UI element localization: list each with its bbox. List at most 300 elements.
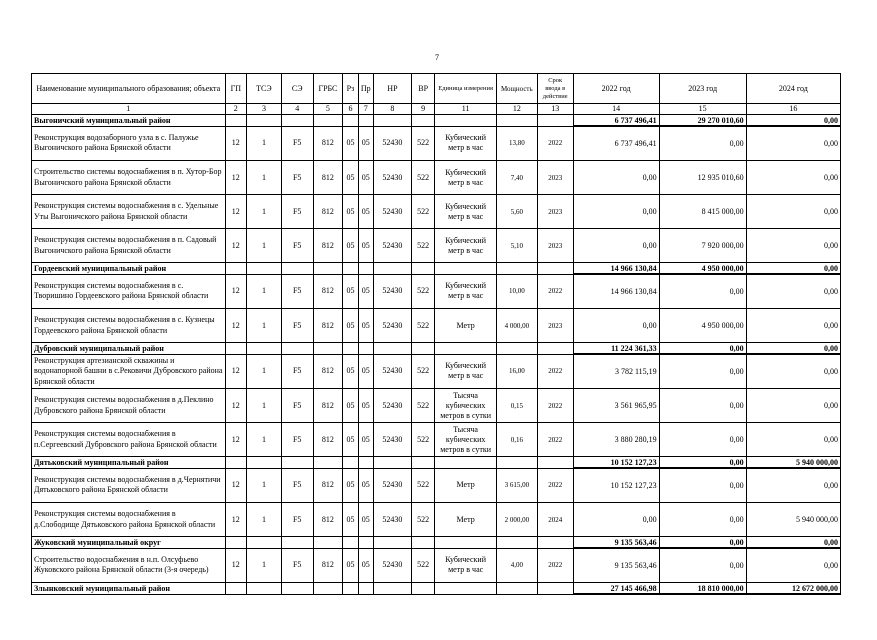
empty-cell	[537, 115, 573, 127]
group-total-2024: 0,00	[746, 343, 840, 355]
empty-cell	[411, 583, 435, 595]
column-number: 11	[435, 104, 496, 115]
column-number: 8	[373, 104, 411, 115]
se-cell: F5	[281, 503, 313, 537]
header-cell: 2023 год	[659, 74, 746, 104]
amount-2022: 0,00	[573, 161, 659, 195]
amount-2022: 10 152 127,23	[573, 468, 659, 503]
column-number: 7	[358, 104, 373, 115]
object-row	[32, 274, 841, 309]
amount-2024: 0,00	[746, 423, 840, 457]
object-row	[32, 423, 841, 457]
se-cell: F5	[281, 274, 313, 309]
term-cell: 2022	[537, 354, 573, 389]
empty-cell	[343, 263, 358, 275]
nr-cell: 52430	[373, 274, 411, 309]
amount-2023: 0,00	[659, 423, 746, 457]
empty-cell	[537, 343, 573, 355]
column-number: 15	[659, 104, 746, 115]
term-cell: 2022	[537, 468, 573, 503]
unit-cell: Кубический метр в час	[435, 274, 496, 309]
amount-2024: 0,00	[746, 274, 840, 309]
page-number: 7	[435, 53, 439, 62]
amount-2023: 12 935 010,60	[659, 161, 746, 195]
empty-cell	[373, 115, 411, 127]
pr-cell: 05	[358, 354, 373, 389]
power-cell: 5,60	[496, 195, 537, 229]
group-total-2023: 0,00	[659, 537, 746, 549]
unit-cell: Метр	[435, 503, 496, 537]
grbs-cell: 812	[313, 229, 343, 263]
rz-cell: 05	[343, 195, 358, 229]
term-cell: 2023	[537, 195, 573, 229]
unit-cell: Тысяча кубических метров в сутки	[435, 389, 496, 423]
header-cell: Наименование муниципального образования; объекта	[32, 74, 226, 104]
amount-2023: 4 950 000,00	[659, 309, 746, 343]
header-cell: Пр	[358, 74, 373, 104]
amount-2022: 3 561 965,95	[573, 389, 659, 423]
term-cell: 2022	[537, 274, 573, 309]
grbs-cell: 812	[313, 468, 343, 503]
nr-cell: 52430	[373, 229, 411, 263]
empty-cell	[411, 263, 435, 275]
empty-cell	[537, 537, 573, 549]
amount-2024: 0,00	[746, 229, 840, 263]
se-cell: F5	[281, 195, 313, 229]
power-cell: 4 000,00	[496, 309, 537, 343]
power-cell: 5,10	[496, 229, 537, 263]
empty-cell	[358, 115, 373, 127]
gp-cell: 12	[225, 503, 247, 537]
tse-cell: 1	[247, 389, 282, 423]
empty-cell	[313, 343, 343, 355]
empty-cell	[435, 537, 496, 549]
object-row	[32, 354, 841, 389]
empty-cell	[247, 583, 282, 595]
object-name: Реконструкция водозаборного узла в с. Палужье Выгоничского района Брянской области	[32, 126, 226, 161]
pr-cell: 05	[358, 229, 373, 263]
object-row	[32, 468, 841, 503]
gp-cell: 12	[225, 423, 247, 457]
rz-cell: 05	[343, 548, 358, 583]
group-total-2022: 27 145 466,98	[573, 583, 659, 595]
amount-2024: 0,00	[746, 126, 840, 161]
object-name: Реконструкция системы водоснабжения в с. Творишино Гордеевского района Брянской области	[32, 274, 226, 309]
column-number: 16	[746, 104, 840, 115]
empty-cell	[411, 343, 435, 355]
amount-2023: 7 920 000,00	[659, 229, 746, 263]
empty-cell	[225, 457, 247, 469]
amount-2023: 0,00	[659, 468, 746, 503]
group-total-2024: 5 940 000,00	[746, 457, 840, 469]
power-cell: 0,16	[496, 423, 537, 457]
empty-cell	[496, 457, 537, 469]
tse-cell: 1	[247, 468, 282, 503]
object-row	[32, 126, 841, 161]
rz-cell: 05	[343, 503, 358, 537]
empty-cell	[343, 457, 358, 469]
se-cell: F5	[281, 309, 313, 343]
group-name: Злынковский муниципальный район	[32, 583, 226, 595]
table-body	[32, 115, 841, 595]
term-cell: 2023	[537, 309, 573, 343]
unit-cell: Кубический метр в час	[435, 548, 496, 583]
group-row	[32, 343, 841, 355]
power-cell: 4,00	[496, 548, 537, 583]
header-cell: Срок ввода в действие	[537, 74, 573, 104]
term-cell: 2022	[537, 423, 573, 457]
unit-cell: Кубический метр в час	[435, 195, 496, 229]
group-total-2024: 0,00	[746, 115, 840, 127]
tse-cell: 1	[247, 229, 282, 263]
nr-cell: 52430	[373, 389, 411, 423]
se-cell: F5	[281, 354, 313, 389]
column-number: 5	[313, 104, 343, 115]
se-cell: F5	[281, 161, 313, 195]
group-name: Жуковский муниципальный округ	[32, 537, 226, 549]
amount-2023: 0,00	[659, 126, 746, 161]
vr-cell: 522	[411, 309, 435, 343]
empty-cell	[281, 583, 313, 595]
unit-cell: Кубический метр в час	[435, 126, 496, 161]
empty-cell	[411, 115, 435, 127]
object-name: Реконструкция системы водоснабжения в д.Слободище Дятьковского района Брянской области	[32, 503, 226, 537]
se-cell: F5	[281, 126, 313, 161]
empty-cell	[247, 263, 282, 275]
nr-cell: 52430	[373, 309, 411, 343]
amount-2024: 0,00	[746, 389, 840, 423]
amount-2022: 14 966 130,84	[573, 274, 659, 309]
amount-2024: 5 940 000,00	[746, 503, 840, 537]
vr-cell: 522	[411, 195, 435, 229]
amount-2022: 0,00	[573, 309, 659, 343]
gp-cell: 12	[225, 195, 247, 229]
tse-cell: 1	[247, 126, 282, 161]
empty-cell	[225, 115, 247, 127]
power-cell: 3 615,00	[496, 468, 537, 503]
amount-2023: 0,00	[659, 548, 746, 583]
object-row	[32, 548, 841, 583]
group-name: Дятьковский муниципальный район	[32, 457, 226, 469]
header-cell: Мощность	[496, 74, 537, 104]
group-total-2024: 12 672 000,00	[746, 583, 840, 595]
group-total-2022: 14 966 130,84	[573, 263, 659, 275]
object-name: Строительство системы водоснабжения в п. Хутор-Бор Выгоничского района Брянской области	[32, 161, 226, 195]
group-total-2023: 29 270 010,60	[659, 115, 746, 127]
se-cell: F5	[281, 229, 313, 263]
gp-cell: 12	[225, 229, 247, 263]
group-total-2023: 18 810 000,00	[659, 583, 746, 595]
grbs-cell: 812	[313, 309, 343, 343]
pr-cell: 05	[358, 548, 373, 583]
header-cell: 2024 год	[746, 74, 840, 104]
rz-cell: 05	[343, 423, 358, 457]
column-number: 6	[343, 104, 358, 115]
se-cell: F5	[281, 468, 313, 503]
amount-2023: 0,00	[659, 389, 746, 423]
empty-cell	[313, 263, 343, 275]
empty-cell	[343, 537, 358, 549]
pr-cell: 05	[358, 274, 373, 309]
amount-2023: 8 415 000,00	[659, 195, 746, 229]
rz-cell: 05	[343, 161, 358, 195]
amount-2024: 0,00	[746, 195, 840, 229]
power-cell: 13,80	[496, 126, 537, 161]
header-cell: ТСЭ	[247, 74, 282, 104]
gp-cell: 12	[225, 389, 247, 423]
column-number: 2	[225, 104, 247, 115]
unit-cell: Кубический метр в час	[435, 354, 496, 389]
empty-cell	[358, 263, 373, 275]
empty-cell	[435, 263, 496, 275]
vr-cell: 522	[411, 389, 435, 423]
empty-cell	[225, 343, 247, 355]
unit-cell: Кубический метр в час	[435, 161, 496, 195]
column-number: 14	[573, 104, 659, 115]
vr-cell: 522	[411, 503, 435, 537]
column-number: 3	[247, 104, 282, 115]
power-cell: 10,00	[496, 274, 537, 309]
rz-cell: 05	[343, 274, 358, 309]
gp-cell: 12	[225, 126, 247, 161]
empty-cell	[373, 263, 411, 275]
vr-cell: 522	[411, 229, 435, 263]
group-total-2022: 6 737 496,41	[573, 115, 659, 127]
rz-cell: 05	[343, 229, 358, 263]
vr-cell: 522	[411, 423, 435, 457]
grbs-cell: 812	[313, 274, 343, 309]
group-name: Выгоничский муниципальный район	[32, 115, 226, 127]
empty-cell	[281, 457, 313, 469]
nr-cell: 52430	[373, 503, 411, 537]
amount-2022: 0,00	[573, 229, 659, 263]
empty-cell	[225, 537, 247, 549]
header-cell: Единица измерения	[435, 74, 496, 104]
column-number: 4	[281, 104, 313, 115]
header-cell: СЭ	[281, 74, 313, 104]
power-cell: 2 000,00	[496, 503, 537, 537]
column-number-row	[32, 104, 841, 115]
empty-cell	[411, 457, 435, 469]
power-cell: 16,00	[496, 354, 537, 389]
header-cell: Рз	[343, 74, 358, 104]
vr-cell: 522	[411, 126, 435, 161]
vr-cell: 522	[411, 468, 435, 503]
header-cell: ВР	[411, 74, 435, 104]
gp-cell: 12	[225, 161, 247, 195]
object-name: Реконструкция системы водоснабжения в с. Кузнецы Гордеевского района Брянской области	[32, 309, 226, 343]
power-cell: 0,15	[496, 389, 537, 423]
nr-cell: 52430	[373, 423, 411, 457]
se-cell: F5	[281, 423, 313, 457]
tse-cell: 1	[247, 548, 282, 583]
se-cell: F5	[281, 548, 313, 583]
group-total-2022: 10 152 127,23	[573, 457, 659, 469]
gp-cell: 12	[225, 274, 247, 309]
empty-cell	[343, 115, 358, 127]
column-number: 9	[411, 104, 435, 115]
pr-cell: 05	[358, 161, 373, 195]
empty-cell	[313, 115, 343, 127]
object-row	[32, 389, 841, 423]
empty-cell	[313, 583, 343, 595]
group-row	[32, 263, 841, 275]
object-row	[32, 229, 841, 263]
pr-cell: 05	[358, 423, 373, 457]
gp-cell: 12	[225, 309, 247, 343]
nr-cell: 52430	[373, 354, 411, 389]
unit-cell: Кубический метр в час	[435, 229, 496, 263]
nr-cell: 52430	[373, 161, 411, 195]
term-cell: 2024	[537, 503, 573, 537]
pr-cell: 05	[358, 195, 373, 229]
group-total-2023: 0,00	[659, 457, 746, 469]
empty-cell	[537, 583, 573, 595]
empty-cell	[247, 537, 282, 549]
object-name: Реконструкция системы водоснабжения в д.Чернятичи Дятьковского района Брянской области	[32, 468, 226, 503]
group-row	[32, 115, 841, 127]
amount-2024: 0,00	[746, 468, 840, 503]
group-total-2023: 0,00	[659, 343, 746, 355]
empty-cell	[373, 537, 411, 549]
empty-cell	[496, 537, 537, 549]
nr-cell: 52430	[373, 195, 411, 229]
group-total-2024: 0,00	[746, 263, 840, 275]
pr-cell: 05	[358, 389, 373, 423]
empty-cell	[435, 115, 496, 127]
header-row	[32, 74, 841, 104]
gp-cell: 12	[225, 468, 247, 503]
amount-2022: 0,00	[573, 503, 659, 537]
tse-cell: 1	[247, 354, 282, 389]
tse-cell: 1	[247, 195, 282, 229]
empty-cell	[358, 343, 373, 355]
nr-cell: 52430	[373, 548, 411, 583]
grbs-cell: 812	[313, 423, 343, 457]
grbs-cell: 812	[313, 548, 343, 583]
nr-cell: 52430	[373, 468, 411, 503]
term-cell: 2022	[537, 126, 573, 161]
term-cell: 2022	[537, 389, 573, 423]
amount-2023: 0,00	[659, 354, 746, 389]
object-name: Реконструкция системы водоснабжения в д.Пеклино Дубровского района Брянской области	[32, 389, 226, 423]
grbs-cell: 812	[313, 161, 343, 195]
term-cell: 2023	[537, 161, 573, 195]
pr-cell: 05	[358, 503, 373, 537]
empty-cell	[496, 115, 537, 127]
empty-cell	[225, 583, 247, 595]
object-row	[32, 503, 841, 537]
grbs-cell: 812	[313, 389, 343, 423]
column-number: 13	[537, 104, 573, 115]
object-name: Реконструкция артезианской скважины и водонапорной башни в с.Рековичи Дубровского района Брянской области	[32, 354, 226, 389]
empty-cell	[435, 343, 496, 355]
empty-cell	[537, 263, 573, 275]
tse-cell: 1	[247, 503, 282, 537]
header-cell: ГП	[225, 74, 247, 104]
header-cell: 2022 год	[573, 74, 659, 104]
empty-cell	[281, 263, 313, 275]
group-total-2022: 11 224 361,33	[573, 343, 659, 355]
unit-cell: Метр	[435, 309, 496, 343]
amount-2022: 3 782 115,19	[573, 354, 659, 389]
tse-cell: 1	[247, 274, 282, 309]
amount-2023: 0,00	[659, 274, 746, 309]
empty-cell	[358, 537, 373, 549]
gp-cell: 12	[225, 548, 247, 583]
group-total-2024: 0,00	[746, 537, 840, 549]
grbs-cell: 812	[313, 503, 343, 537]
term-cell: 2022	[537, 548, 573, 583]
tse-cell: 1	[247, 423, 282, 457]
amount-2024: 0,00	[746, 354, 840, 389]
rz-cell: 05	[343, 309, 358, 343]
vr-cell: 522	[411, 548, 435, 583]
empty-cell	[281, 537, 313, 549]
group-name: Дубровский муниципальный район	[32, 343, 226, 355]
empty-cell	[435, 583, 496, 595]
empty-cell	[313, 537, 343, 549]
empty-cell	[313, 457, 343, 469]
empty-cell	[411, 537, 435, 549]
empty-cell	[343, 583, 358, 595]
amount-2022: 9 135 563,46	[573, 548, 659, 583]
header-cell: НР	[373, 74, 411, 104]
unit-cell: Тысяча кубических метров в сутки	[435, 423, 496, 457]
se-cell: F5	[281, 389, 313, 423]
empty-cell	[247, 343, 282, 355]
amount-2024: 0,00	[746, 161, 840, 195]
pr-cell: 05	[358, 126, 373, 161]
unit-cell: Метр	[435, 468, 496, 503]
amount-2024: 0,00	[746, 309, 840, 343]
empty-cell	[247, 457, 282, 469]
empty-cell	[373, 457, 411, 469]
group-total-2023: 4 950 000,00	[659, 263, 746, 275]
rz-cell: 05	[343, 389, 358, 423]
rz-cell: 05	[343, 354, 358, 389]
empty-cell	[281, 343, 313, 355]
object-row	[32, 195, 841, 229]
object-name: Реконструкция системы водоснабжения в п.Сергеевский Дубровского района Брянской области	[32, 423, 226, 457]
tse-cell: 1	[247, 309, 282, 343]
pr-cell: 05	[358, 468, 373, 503]
term-cell: 2023	[537, 229, 573, 263]
vr-cell: 522	[411, 274, 435, 309]
group-name: Гордеевский муниципальный район	[32, 263, 226, 275]
amount-2022: 0,00	[573, 195, 659, 229]
column-number: 1	[32, 104, 226, 115]
empty-cell	[496, 343, 537, 355]
empty-cell	[537, 457, 573, 469]
empty-cell	[281, 115, 313, 127]
empty-cell	[358, 583, 373, 595]
group-row	[32, 537, 841, 549]
group-total-2022: 9 135 563,46	[573, 537, 659, 549]
rz-cell: 05	[343, 126, 358, 161]
amount-2023: 0,00	[659, 503, 746, 537]
nr-cell: 52430	[373, 126, 411, 161]
grbs-cell: 812	[313, 195, 343, 229]
empty-cell	[247, 115, 282, 127]
tse-cell: 1	[247, 161, 282, 195]
object-name: Строительство водоснабжения в н.п. Олсуфьево Жуковского района Брянской области (3-я очередь)	[32, 548, 226, 583]
object-row	[32, 309, 841, 343]
gp-cell: 12	[225, 354, 247, 389]
vr-cell: 522	[411, 161, 435, 195]
grbs-cell: 812	[313, 126, 343, 161]
empty-cell	[343, 343, 358, 355]
